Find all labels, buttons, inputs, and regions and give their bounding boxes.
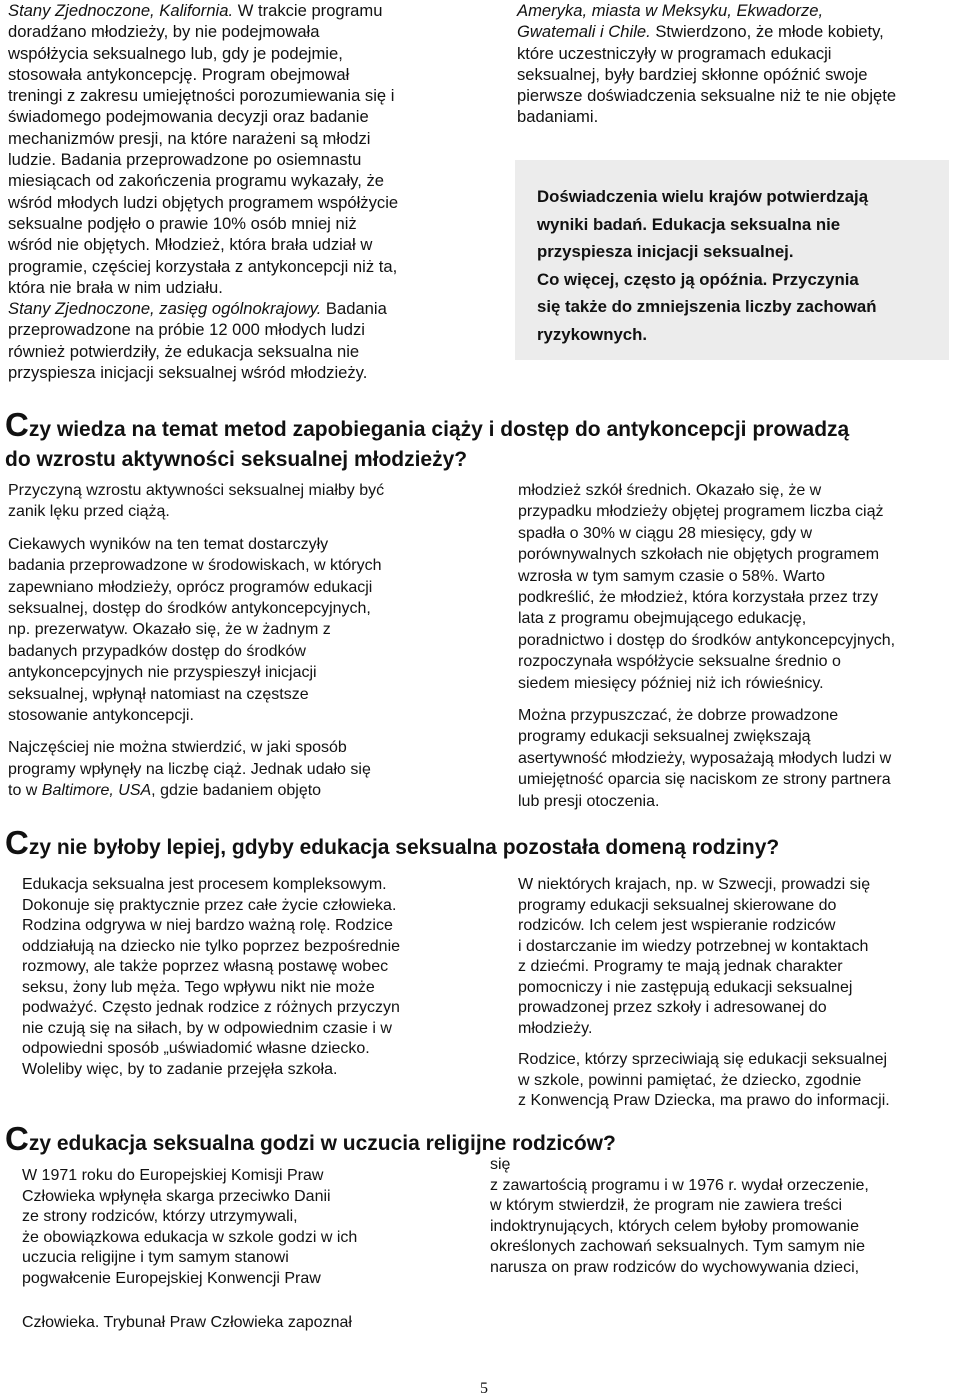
paragraph xyxy=(8,480,478,523)
text-line: lata z programu obejmującego edukację, xyxy=(518,610,807,628)
text-line: programy edukacji seksualnej zwiększają xyxy=(518,728,811,746)
text-line: antykoncepcyjnych nie przyspieszył inicjacji xyxy=(8,664,317,682)
text-line: doradźano młodzieży, by nie podejmowała xyxy=(8,22,320,42)
text-line: W 1971 roku do Europejskiej Komisji Praw xyxy=(22,1167,324,1184)
text-line xyxy=(517,0,957,21)
text-line: stosowanie antykoncepcji. xyxy=(8,707,194,725)
section2-left-column xyxy=(22,875,492,1080)
text-line: z zawartością programu i w 1976 r. wydał orzeczenie, xyxy=(490,1176,869,1194)
paragraph xyxy=(8,534,478,727)
text-line: pierwsze doświadczenia seksualne niż te nie objęte xyxy=(517,86,897,106)
text-line: rozpoczynała współżycie seksualne średnio o xyxy=(518,653,841,671)
text-line: prowadzonej przez szkoły i adresowanej do xyxy=(518,999,827,1016)
paragraph xyxy=(518,875,958,1039)
section1-right-column xyxy=(518,480,958,812)
section3-left-column xyxy=(22,1166,462,1334)
highlight-line: ryzykownych. xyxy=(537,324,648,344)
text-line: Można przypuszczać, że dobrze prowadzone xyxy=(518,707,839,725)
section2-heading-cap: C xyxy=(5,824,29,861)
text-line: spadła o 30% w ciągu 28 miesięcy, gdy w xyxy=(518,524,813,542)
text-line: że obowiązkowa edukacja w szkole godzi w ich xyxy=(22,1228,358,1246)
text-line: wzrosła w tym samym czasie o 58%. Warto xyxy=(518,567,826,585)
text-line: z dziećmi. Programy te mają jednak charakter xyxy=(518,958,843,975)
text-line: poradnictwo i dostęp do środków antykoncepcyjnych, xyxy=(518,631,896,649)
text-line: Rodzina odgrywa w niej bardzo ważną rolę. Rodzice xyxy=(22,917,393,934)
text-line: seksualne podjęło o prawie 10% osób mniej niż xyxy=(8,213,357,233)
highlight-line: wyniki badań. Edukacja seksualna nie xyxy=(537,214,841,234)
text-line: Rodzice, którzy sprzeciwiają się edukacji seksualnej xyxy=(518,1051,888,1068)
place-name: Gwatemali i Chile. xyxy=(517,22,651,42)
text-line: podkreślić, że młodzież, która korzystała przez trzy xyxy=(518,589,879,607)
text-line: narusza on praw rodziców do wychowywania dzieci, xyxy=(490,1258,860,1276)
section1-left-column xyxy=(8,480,478,802)
text-line: w którym stwierdził, że program nie zawiera treści xyxy=(490,1197,843,1214)
section3-heading xyxy=(5,1120,616,1157)
text-run: W trakcie programu xyxy=(233,1,383,20)
text-line: Dokonuje się praktycznie przez całe życie człowieka. xyxy=(22,896,397,914)
text-line: określonych zachowań seksualnych. Tym samym nie xyxy=(490,1238,865,1255)
text-line: indoktrynujących, których celem byłoby promowanie xyxy=(490,1217,860,1235)
paragraph xyxy=(8,737,478,801)
text-line: W niektórych krajach, np. w Szwecji, prowadzi się xyxy=(518,876,871,893)
text-line: zapewniano młodzieży, oprócz programów edukacji xyxy=(8,578,373,596)
paragraph xyxy=(22,1313,462,1334)
text-line: miesiącach od zakończenia programu wykazały, że xyxy=(8,171,384,191)
place-name: Stany Zjednoczone, Kalifornia. xyxy=(8,1,234,20)
paragraph xyxy=(22,875,492,1080)
text-line: przyspiesza inicjacji seksualnej wśród młodzieży. xyxy=(8,363,368,383)
text-line: programie, częściej korzystała z antykoncepcji niż ta, xyxy=(8,256,398,276)
text-line: Woleliby więc, by to zadanie przejęła szkoła. xyxy=(22,1060,338,1078)
text-line: badanych przypadków dostęp do środków xyxy=(8,642,306,660)
place-name: Baltimore, USA xyxy=(41,782,152,800)
text-line: się xyxy=(490,1156,511,1173)
text-line: seksualnej, dostęp do środków antykoncepcyjnych, xyxy=(8,600,371,618)
text-line: pomocniczy i nie zastępują edukacji seksualnej xyxy=(518,978,853,996)
highlight-line: się także do zmniejszenia liczby zachowań xyxy=(537,297,877,316)
section1-heading-line1: zy wiedza na temat metod zapobiegania ciąży i dostęp do antykoncepcji prowadzą xyxy=(28,418,850,441)
text-line: lub presji otoczenia. xyxy=(518,792,660,810)
text-line: umiejętność oparcia się naciskom ze strony partnera xyxy=(518,771,891,789)
text-line: młodzież szkół średnich. Okazało się, że w xyxy=(518,482,822,499)
text-line: i dostarczanie im wiedzy potrzebnej w kontaktach xyxy=(518,937,869,955)
text-line: młodzieży. xyxy=(518,1019,593,1037)
text-line: zanik lęku przed ciążą. xyxy=(8,503,170,521)
paragraph xyxy=(518,705,958,812)
text-line: porównywalnych szkołach nie objętych programem xyxy=(518,546,880,564)
text-line: programy wpłynęły na liczbę ciąż. Jednak udało się xyxy=(8,760,371,778)
text-line: wśród młodych ludzi objętych programem współżycie xyxy=(8,192,399,212)
text-line: Człowieka wpłynęła skarga przeciwko Danii xyxy=(22,1187,331,1205)
text-line: przypadku młodzieży objętej programem liczba ciąż xyxy=(518,503,884,521)
text-line: również potwierdziły, że edukacja seksualna nie xyxy=(8,341,360,361)
text-line: badaniami. xyxy=(517,107,599,127)
place-name: Stany Zjednoczone, zasięg ogólnokrajowy. xyxy=(8,299,322,319)
text-run: Badania xyxy=(321,299,387,319)
text-line xyxy=(8,780,478,801)
text-line: Najczęściej nie można stwierdzić, w jaki sposób xyxy=(8,739,347,757)
section2-right-column xyxy=(518,875,958,1112)
text-line: seksualnej, były bardziej skłonne opóźnić swoje xyxy=(517,64,868,84)
text-line: oddziałują na dziecko nie tylko poprzez bezpośrednie xyxy=(22,937,401,955)
text-line xyxy=(8,298,478,319)
text-line: programy edukacji seksualnej skierowane do xyxy=(518,896,837,914)
place-name: Ameryka, miasta w Meksyku, Ekwadorze, xyxy=(517,1,824,20)
text-line: pogwałcenie Europejskiej Konwencji Praw xyxy=(22,1269,321,1287)
section2-heading xyxy=(5,824,780,861)
paragraph xyxy=(490,1155,950,1278)
paragraph xyxy=(22,1166,462,1289)
intro-right-column xyxy=(517,0,957,128)
text-line: które uczestniczyły w programach edukacji xyxy=(517,43,832,63)
text-line xyxy=(517,21,957,42)
text-line: seksualnej, wpłynął natomiast na częstsze xyxy=(8,685,309,703)
intro-left-column xyxy=(8,0,478,383)
section3-right-column xyxy=(490,1155,950,1278)
text-line: treningi z zakresu umiejętności porozumiewania się i xyxy=(8,86,395,106)
text-run: to w xyxy=(8,782,42,800)
section1-heading-line2: do wzrostu aktywności seksualnej młodzieży? xyxy=(5,448,468,471)
text-line: Ciekawych wyników na ten temat dostarczyły xyxy=(8,535,329,553)
page-number: 5 xyxy=(480,1380,488,1397)
text-line: która nie brała w nim udziału. xyxy=(8,277,223,297)
highlight-line: Doświadczenia wielu krajów potwierdzają xyxy=(537,187,869,206)
text-line: nie czują się na siłach, by w odpowiednim czasie i w xyxy=(22,1019,392,1037)
text-run: Stwierdzono, że młode kobiety, xyxy=(650,22,884,42)
section1-heading-cap: C xyxy=(5,406,29,443)
text-line: stosowała antykoncepcję. Program obejmował xyxy=(8,64,350,84)
highlight-line: przyspiesza inicjacji seksualnej. xyxy=(537,242,794,261)
text-line: ludzie. Badania przeprowadzone po osiemnastu xyxy=(8,150,362,170)
text-line: mechanizmów presji, na które narażeni są młodzi xyxy=(8,128,371,148)
text-line: Przyczyną wzrostu aktywności seksualnej miałby być xyxy=(8,482,385,499)
highlight-box-text xyxy=(537,183,876,348)
text-line: świadomego podejmowania decyzji oraz badanie xyxy=(8,107,369,127)
text-line: współżycia seksualnego lub, gdy je podejmie, xyxy=(8,43,343,63)
text-line: w szkole, powinni pamiętać, że dziecko, zgodnie xyxy=(518,1071,862,1089)
text-line: seksu, żony lub męża. Tego wpływu nikt nie może xyxy=(22,978,375,996)
text-line: rozmowy, ale także poprzez własną postawę wobec xyxy=(22,958,389,975)
text-line: badania przeprowadzone w środowiskach, w których xyxy=(8,557,382,575)
text-line: siedem miesięcy później niż ich rówieśnicy. xyxy=(518,674,824,692)
text-run: , gdzie badaniem objęto xyxy=(151,782,322,800)
text-line xyxy=(8,0,478,21)
text-line: z Konwencją Praw Dziecka, ma prawo do informacji. xyxy=(518,1092,890,1109)
text-line: uczucia religijne i tym samym stanowi xyxy=(22,1249,289,1266)
text-line: rodziców. Ich celem jest wspieranie rodziców xyxy=(518,917,836,934)
section3-heading-cap: C xyxy=(5,1120,29,1157)
text-line: wśród nie objętych. Młodzież, która brała udział w xyxy=(8,235,373,255)
section2-heading-text: zy nie byłoby lepiej, gdyby edukacja seksualna pozostała domeną rodziny? xyxy=(28,836,780,859)
text-line: podważyć. Często jednak rodzice z różnych przyczyn xyxy=(22,999,400,1016)
text-line: Edukacja seksualna jest procesem kompleksowym. xyxy=(22,876,387,893)
text-line: odpowiedni sposób „uświadomić własne dziecko. xyxy=(22,1040,370,1057)
text-line: Człowieka. Trybunał Praw Człowieka zapoznał xyxy=(22,1314,352,1331)
text-line: asertywność młodzieży, wyposażają młodych ludzi w xyxy=(518,749,892,767)
section1-heading xyxy=(5,406,850,471)
text-line: np. prezerwatyw. Okazało się, że w żadnym z xyxy=(8,621,331,639)
section3-heading-text: zy edukacja seksualna godzi w uczucia religijne rodziców? xyxy=(28,1132,616,1155)
paragraph xyxy=(518,1050,958,1112)
highlight-line: Co więcej, często ją opóźnia. Przyczynia xyxy=(537,269,859,289)
text-line: przeprowadzone na próbie 12 000 młodych ludzi xyxy=(8,320,365,340)
paragraph xyxy=(518,480,958,694)
text-line: ze strony rodziców, którzy utrzymywali, xyxy=(22,1208,298,1225)
